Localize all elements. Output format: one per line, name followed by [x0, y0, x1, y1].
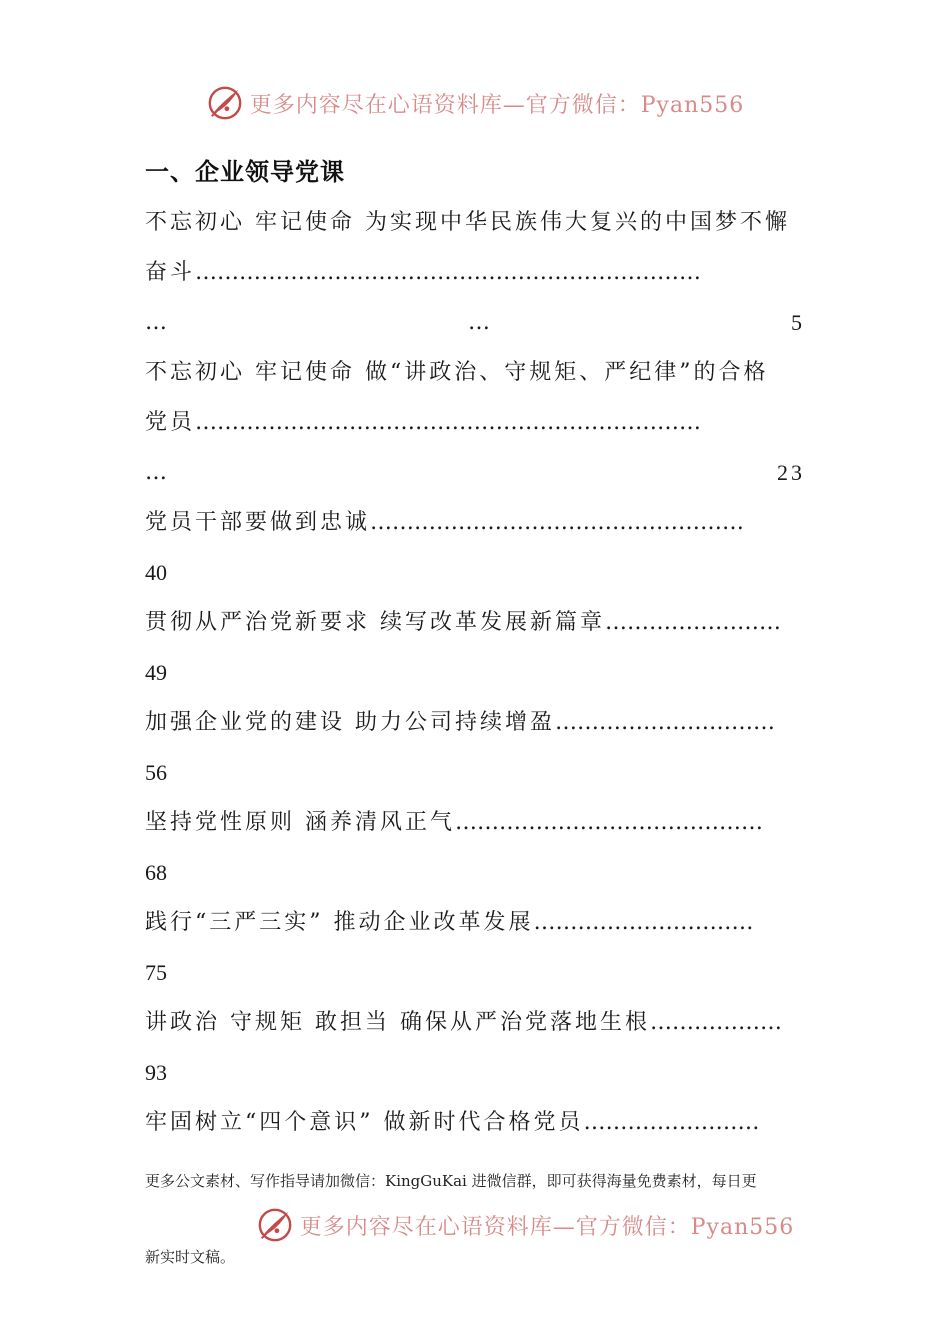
dot-leader: ……………………………………………………………: [195, 410, 702, 435]
page-number: 40: [145, 560, 167, 585]
dot-leader: ……………………: [583, 1110, 760, 1135]
toc-entry-title[interactable]: 党员干部要做到忠诚……………………………………………: [145, 510, 745, 535]
toc-entry-title[interactable]: 践行“三严三实” 推动企业改革发展…………………………: [145, 910, 754, 935]
toc-entry-title[interactable]: 不忘初心 牢记使命 为实现中华民族伟大复兴的中国梦不懈: [145, 210, 790, 235]
toc-entry-title-cont[interactable]: 奋斗……………………………………………………………: [145, 260, 702, 285]
table-of-contents: [145, 198, 805, 1148]
page-number: 5: [791, 310, 805, 335]
toc-entry-title[interactable]: 贯彻从严治党新要求 续写改革发展新篇章……………………: [145, 610, 781, 635]
dot-leader: ………………: [649, 1010, 782, 1035]
dot-leader: ……………………: [605, 610, 781, 635]
page-number: 75: [145, 960, 167, 985]
dot-leader: ……………………………………: [455, 810, 763, 835]
page-number: 93: [145, 1060, 167, 1085]
toc-entry-title[interactable]: 加强企业党的建设 助力公司持续增盈…………………………: [145, 710, 775, 735]
footer-note: 更多公文素材、写作指导请加微信：KingGuKai 进微信群，即可获得海量免费素材，每日更: [145, 1172, 757, 1190]
toc-entry-title[interactable]: 讲政治 守规矩 敢担当 确保从严治党落地生根………………: [145, 1010, 782, 1035]
dot-leader: …………………………: [533, 910, 754, 935]
toc-entry-title[interactable]: 牢固树立“四个意识” 做新时代合格党员……………………: [145, 1110, 760, 1135]
dot-leader: ……………………………………………: [370, 510, 745, 535]
page-number: 56: [145, 760, 167, 785]
dot-leader: …………………………: [555, 710, 775, 735]
toc-entry-title[interactable]: 不忘初心 牢记使命 做“讲政治、守规矩、严纪律”的合格: [145, 360, 769, 385]
dot-leader-mid: …: [468, 310, 493, 335]
toc-entry-page-line: [145, 298, 805, 348]
section-heading: 一、企业领导党课: [145, 157, 345, 186]
banner-text: 更多内容尽在心语资料库—官方微信：Pyan556: [249, 92, 745, 118]
page-number: 23: [777, 460, 805, 485]
toc-entry-title[interactable]: 坚持党性原则 涵养清风正气……………………………………: [145, 810, 763, 835]
toc-entry-page-line: [145, 448, 805, 498]
dot-leader: ……………………………………………………………: [195, 260, 702, 285]
page-number: 68: [145, 860, 167, 885]
page-number: 49: [145, 660, 167, 685]
header-banner: [0, 84, 950, 122]
dot-leader-tail: …: [145, 310, 170, 335]
toc-entry-title-cont[interactable]: 党员……………………………………………………………: [145, 410, 702, 435]
footer-banner: [50, 1206, 950, 1244]
banner-text: 更多内容尽在心语资料库—官方微信：Pyan556: [299, 1214, 795, 1240]
quill-pen-logo-icon: [206, 84, 244, 122]
quill-pen-logo-icon: [256, 1206, 294, 1244]
dot-leader-tail: …: [145, 460, 170, 485]
footer-note-continued: 新实时文稿。: [145, 1248, 236, 1266]
